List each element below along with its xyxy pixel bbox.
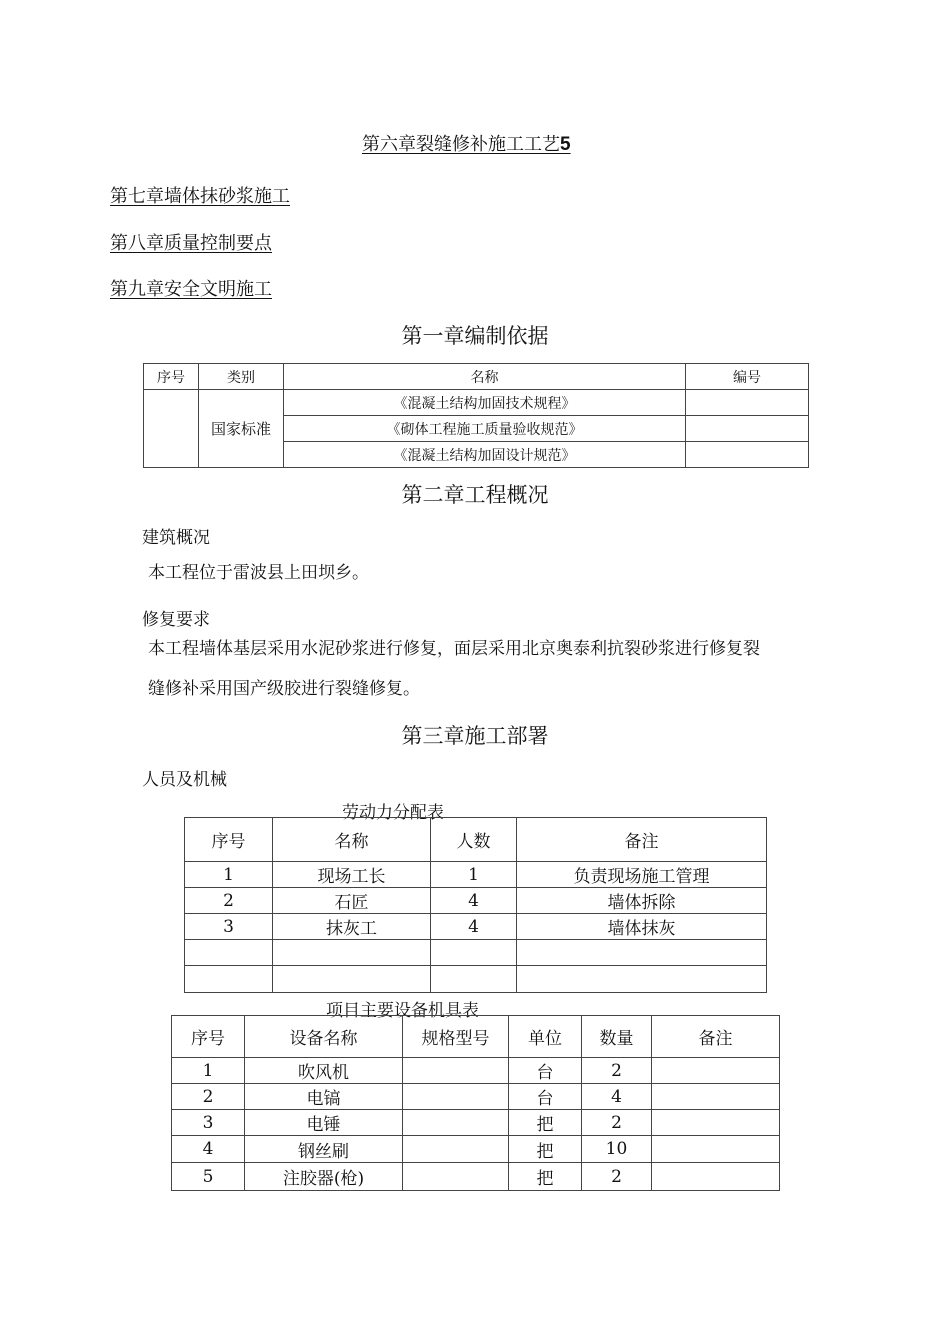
paragraph-location: 本工程位于雷波县上田坝乡。 xyxy=(148,563,369,583)
table-row xyxy=(172,1110,780,1136)
equipment-cell: 台 xyxy=(509,1084,582,1110)
basis-code-cell xyxy=(686,442,809,468)
labor-cell: 3 xyxy=(185,914,273,940)
equipment-cell xyxy=(652,1110,780,1136)
table-row xyxy=(185,914,767,940)
equipment-cell: 电镐 xyxy=(245,1084,403,1110)
toc-entry-ch8[interactable]: 第八章质量控制要点 xyxy=(110,233,272,254)
equipment-cell: 注胶器(枪) xyxy=(245,1163,403,1191)
equipment-cell xyxy=(403,1110,509,1136)
chapter1-title: 第一章编制依据 xyxy=(401,324,549,348)
equipment-cell xyxy=(403,1163,509,1191)
equipment-header-cell: 数量 xyxy=(582,1016,652,1058)
basis-code-cell xyxy=(686,390,809,416)
equipment-cell: 把 xyxy=(509,1163,582,1191)
labor-cell: 1 xyxy=(185,862,273,888)
subheading-building-overview: 建筑概况 xyxy=(142,528,210,548)
equipment-cell: 电锤 xyxy=(245,1110,403,1136)
equipment-cell: 1 xyxy=(172,1058,245,1084)
basis-serial-cell xyxy=(144,390,199,468)
table-row xyxy=(185,966,767,993)
labor-cell: 现场工长 xyxy=(273,862,431,888)
basis-header-cell: 类别 xyxy=(199,364,284,390)
subheading-repair-requirements: 修复要求 xyxy=(142,610,210,630)
labor-table-caption: 劳动力分配表 xyxy=(342,803,444,823)
table-row xyxy=(172,1058,780,1084)
labor-header-cell: 序号 xyxy=(185,818,273,862)
equipment-cell: 2 xyxy=(172,1084,245,1110)
labor-cell: 负责现场施工管理 xyxy=(517,862,767,888)
equipment-cell: 吹风机 xyxy=(245,1058,403,1084)
basis-name-cell: 《砌体工程施工质量验收规范》 xyxy=(284,416,686,442)
equipment-table xyxy=(171,1015,780,1191)
labor-cell xyxy=(431,966,517,993)
labor-cell xyxy=(517,966,767,993)
table-row xyxy=(172,1163,780,1191)
table-row xyxy=(185,862,767,888)
equipment-header-cell: 备注 xyxy=(652,1016,780,1058)
equipment-cell xyxy=(403,1058,509,1084)
equipment-header-cell: 序号 xyxy=(172,1016,245,1058)
labor-header-cell: 人数 xyxy=(431,818,517,862)
toc-ch6-label: 第六章裂缝修补施工工艺 xyxy=(362,134,560,155)
equipment-cell: 3 xyxy=(172,1110,245,1136)
labor-cell: 抹灰工 xyxy=(273,914,431,940)
equipment-cell: 2 xyxy=(582,1163,652,1191)
labor-cell: 石匠 xyxy=(273,888,431,914)
labor-cell: 墙体拆除 xyxy=(517,888,767,914)
table-row xyxy=(172,1084,780,1110)
labor-cell: 4 xyxy=(431,914,517,940)
basis-category-cell: 国家标准 xyxy=(199,390,284,468)
subheading-personnel-machinery: 人员及机械 xyxy=(142,770,227,790)
equipment-cell xyxy=(652,1163,780,1191)
equipment-table-caption: 项目主要设备机具表 xyxy=(326,1001,479,1021)
labor-cell xyxy=(431,940,517,966)
equipment-header-cell: 设备名称 xyxy=(245,1016,403,1058)
table-row xyxy=(144,390,809,416)
equipment-cell xyxy=(652,1058,780,1084)
basis-table-header xyxy=(144,364,809,390)
basis-name-cell: 《混凝土结构加固设计规范》 xyxy=(284,442,686,468)
table-row xyxy=(185,888,767,914)
chapter3-title: 第三章施工部署 xyxy=(401,724,549,748)
toc-ch6-page-number: 5 xyxy=(560,134,571,155)
equipment-cell xyxy=(403,1084,509,1110)
labor-cell: 墙体抹灰 xyxy=(517,914,767,940)
labor-cell: 4 xyxy=(431,888,517,914)
labor-header-cell: 名称 xyxy=(273,818,431,862)
labor-cell xyxy=(517,940,767,966)
toc-entry-ch6[interactable] xyxy=(362,130,571,156)
toc-entry-ch7[interactable]: 第七章墙体抹砂浆施工 xyxy=(110,186,290,207)
table-row xyxy=(185,940,767,966)
paragraph-repair-line2: 缝修补采用国产级胶进行裂缝修复。 xyxy=(148,679,420,699)
chapter2-title: 第二章工程概况 xyxy=(401,483,549,507)
labor-table-header xyxy=(185,818,767,862)
equipment-cell xyxy=(652,1084,780,1110)
equipment-cell: 台 xyxy=(509,1058,582,1084)
basis-header-cell: 序号 xyxy=(144,364,199,390)
labor-cell: 1 xyxy=(431,862,517,888)
labor-cell: 2 xyxy=(185,888,273,914)
labor-cell xyxy=(185,966,273,993)
labor-cell xyxy=(273,966,431,993)
basis-header-cell: 编号 xyxy=(686,364,809,390)
equipment-header-cell: 单位 xyxy=(509,1016,582,1058)
table-row xyxy=(172,1136,780,1163)
labor-header-cell: 备注 xyxy=(517,818,767,862)
basis-code-cell xyxy=(686,416,809,442)
toc-entry-ch9[interactable]: 第九章安全文明施工 xyxy=(110,279,272,300)
equipment-cell xyxy=(652,1136,780,1163)
equipment-cell: 5 xyxy=(172,1163,245,1191)
equipment-cell: 2 xyxy=(582,1058,652,1084)
equipment-cell: 4 xyxy=(172,1136,245,1163)
equipment-table-header xyxy=(172,1016,780,1058)
equipment-cell: 把 xyxy=(509,1136,582,1163)
paragraph-repair-line1: 本工程墙体基层采用水泥砂浆进行修复，面层采用北京奥泰利抗裂砂浆进行修复裂 xyxy=(148,639,760,659)
equipment-cell xyxy=(403,1136,509,1163)
basis-table xyxy=(143,363,809,468)
equipment-cell: 4 xyxy=(582,1084,652,1110)
basis-name-cell: 《混凝土结构加固技术规程》 xyxy=(284,390,686,416)
labor-table xyxy=(184,817,767,993)
equipment-cell: 把 xyxy=(509,1110,582,1136)
equipment-cell: 2 xyxy=(582,1110,652,1136)
basis-header-cell: 名称 xyxy=(284,364,686,390)
equipment-header-cell: 规格型号 xyxy=(403,1016,509,1058)
labor-cell xyxy=(185,940,273,966)
equipment-cell: 钢丝刷 xyxy=(245,1136,403,1163)
labor-cell xyxy=(273,940,431,966)
equipment-cell: 10 xyxy=(582,1136,652,1163)
